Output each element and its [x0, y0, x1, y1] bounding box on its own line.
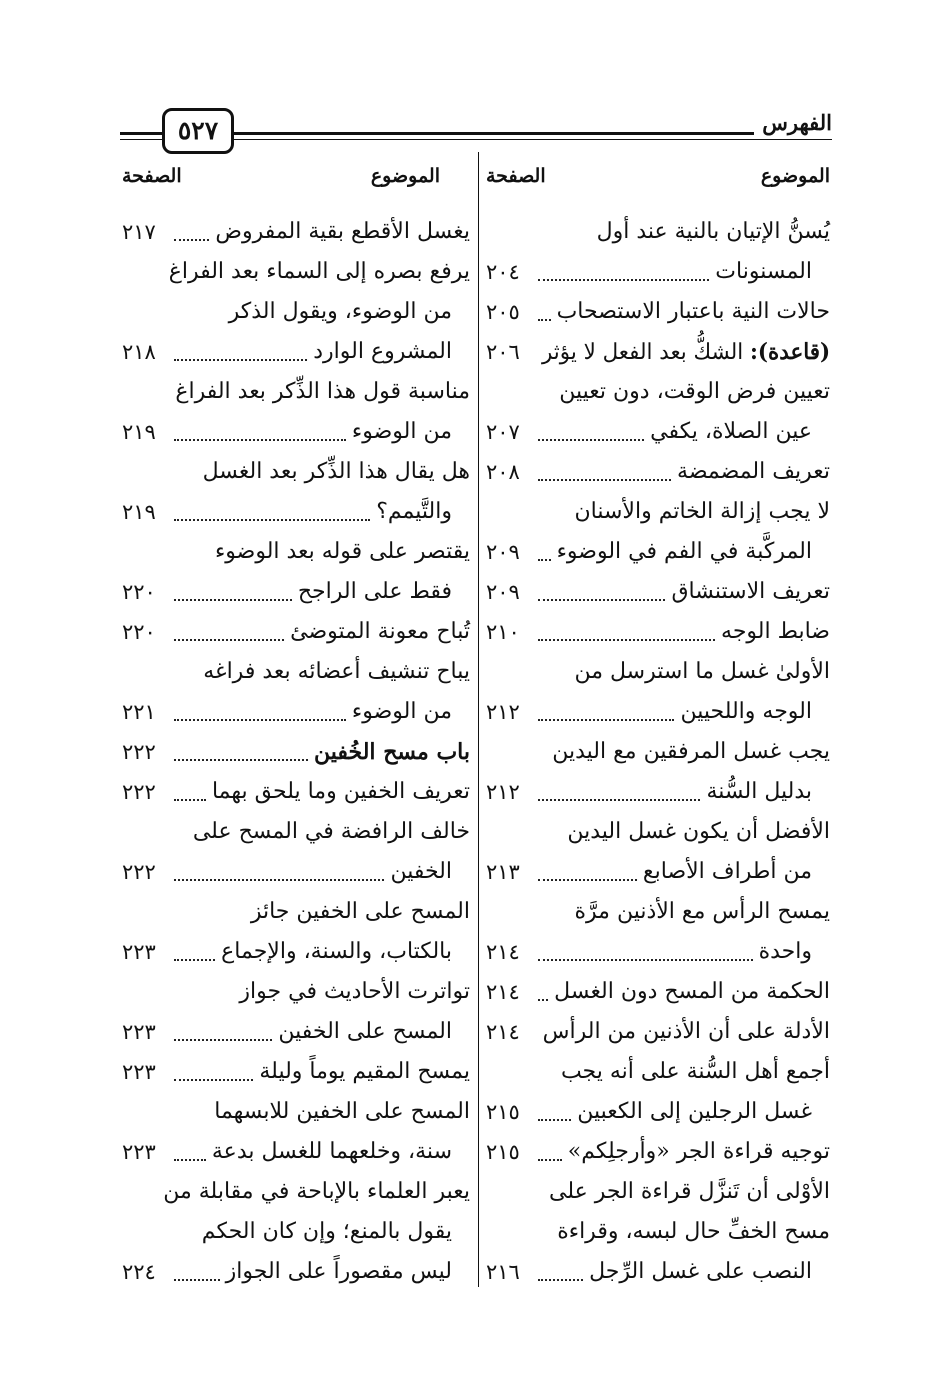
- index-entry: [486, 212, 830, 252]
- entry-topic: المسح على الخفين: [278, 1019, 452, 1044]
- entry-topic: يرفع بصره إلى السماء بعد الفراغ: [168, 259, 470, 284]
- leader-dots: [174, 359, 307, 361]
- entry-topic: مسح الخفِّ حال لبسه، وقراءة: [557, 1219, 830, 1244]
- entry-topic: بدليل السُّنة: [706, 779, 812, 804]
- entry-topic: غسل الرجلين إلى الكعبين: [577, 1099, 812, 1124]
- index-entry: [122, 212, 470, 252]
- entry-topic: الأوْلى أن تَنزَّل قراءة الجر على: [549, 1179, 830, 1204]
- index-entry: [486, 492, 830, 532]
- entry-topic: سنة، وخلعهما للغسل بدعة: [211, 1139, 452, 1164]
- index-entry: [122, 532, 470, 572]
- entry-topic: المسنونات: [715, 259, 812, 284]
- leader-dots: [538, 319, 551, 321]
- leader-dots: [174, 759, 308, 761]
- entry-page-number: ٢١٨: [122, 340, 156, 364]
- entry-topic: يمسح الرأس مع الأذنين مرَّة: [574, 899, 830, 924]
- entry-topic: يُسنُّ الإتيان بالنية عند أول: [596, 219, 830, 244]
- index-entry: [122, 1212, 470, 1252]
- entry-page-number: ٢٢٠: [122, 620, 156, 644]
- index-entry: [122, 812, 470, 852]
- leader-dots: [174, 959, 215, 961]
- page-number: ٥٢٧: [177, 116, 219, 145]
- entry-page-number: ٢١٧: [122, 220, 156, 244]
- leader-dots: [174, 799, 206, 801]
- index-entry: [122, 1052, 470, 1092]
- entry-page-number: ٢٢٣: [122, 1020, 156, 1044]
- entry-topic: يجب غسل المرفقين مع اليدين: [552, 739, 830, 764]
- entry-topic: من الوضوء: [351, 699, 452, 724]
- leader-dots: [538, 439, 644, 441]
- entry-topic: عين الصلاة، يكفي: [650, 419, 812, 444]
- leader-dots: [174, 1159, 206, 1161]
- index-entry: [486, 652, 830, 692]
- leader-dots: [538, 1119, 571, 1121]
- leader-dots: [538, 479, 671, 481]
- entry-topic: من أطراف الأصابع: [642, 859, 812, 884]
- index-entry: [122, 612, 470, 652]
- index-entry: [122, 772, 470, 812]
- leader-dots: [538, 559, 551, 561]
- index-entry: [122, 652, 470, 692]
- entry-page-number: ٢١٩: [122, 420, 156, 444]
- entry-topic: أجمع أهل السُّنة على أنه يجب: [560, 1059, 830, 1084]
- index-entry: [486, 692, 830, 732]
- leader-dots: [538, 639, 715, 641]
- index-entry: [122, 1132, 470, 1172]
- index-entry: [122, 732, 470, 772]
- index-entry: [122, 492, 470, 532]
- entry-page-number: ٢١٥: [486, 1100, 520, 1124]
- entry-topic: المسح على الخفين جائز: [250, 899, 470, 924]
- index-entry: [122, 892, 470, 932]
- entry-page-number: ٢٢٣: [122, 940, 156, 964]
- index-entry: [486, 1212, 830, 1252]
- index-entry: [122, 932, 470, 972]
- index-entry: [486, 532, 830, 572]
- leader-dots: [538, 999, 548, 1001]
- entry-page-number: ٢٢٤: [122, 1260, 156, 1284]
- leader-dots: [538, 599, 665, 601]
- index-entry: [486, 732, 830, 772]
- index-entry: [486, 772, 830, 812]
- index-entry: [486, 1052, 830, 1092]
- index-entry: [122, 252, 470, 292]
- column-divider: [478, 152, 479, 1287]
- left-topic-header: الموضوع: [370, 165, 440, 187]
- leader-dots: [174, 519, 370, 521]
- leader-dots: [174, 1039, 272, 1041]
- entry-topic: يقتصر على قوله بعد الوضوء: [214, 539, 470, 564]
- index-entry: [122, 412, 470, 452]
- index-entry: [486, 372, 830, 412]
- entry-topic: تُباح معونة المتوضئ: [290, 619, 470, 644]
- index-entry: [486, 1132, 830, 1172]
- entry-topic: الأدلة على أن الأذنين من الرأس: [542, 1019, 830, 1044]
- index-entry: [486, 332, 830, 372]
- entry-page-number: ٢٠٩: [486, 580, 520, 604]
- entry-topic: ليس مقصوراً على الجواز: [225, 1259, 452, 1284]
- entry-topic: بالكتاب، والسنة، والإجماع: [221, 939, 452, 964]
- index-entry: [122, 972, 470, 1012]
- leader-dots: [174, 719, 346, 721]
- index-entry: [122, 1172, 470, 1212]
- entry-topic: المسح على الخفين للابسهما: [214, 1099, 470, 1124]
- entry-page-number: ٢٠٥: [486, 300, 520, 324]
- entry-topic: من الوضوء، ويقول الذكر: [228, 299, 452, 324]
- leader-dots: [174, 599, 292, 601]
- entry-page-number: ٢١٦: [486, 1260, 520, 1284]
- index-entry: [122, 692, 470, 732]
- leader-dots: [538, 959, 753, 961]
- index-entry: [122, 1092, 470, 1132]
- left-page-header: الصفحة: [122, 165, 182, 187]
- entry-page-number: ٢١٤: [486, 940, 520, 964]
- index-entry: [486, 1012, 830, 1052]
- leader-dots: [174, 239, 209, 241]
- entry-page-number: ٢١٩: [122, 500, 156, 524]
- leader-dots: [174, 439, 346, 441]
- leader-dots: [538, 1159, 562, 1161]
- index-entry: [122, 1252, 470, 1292]
- entry-page-number: ٢٠٧: [486, 420, 520, 444]
- entry-page-number: ٢١٥: [486, 1140, 520, 1164]
- entry-topic: الأفضل أن يكون غسل اليدين: [567, 819, 830, 844]
- entry-topic: يمسح المقيم يوماً وليلة: [259, 1059, 470, 1084]
- index-entry: [486, 252, 830, 292]
- entry-page-number: ٢٢٣: [122, 1060, 156, 1084]
- index-entry: [486, 932, 830, 972]
- entry-topic: من الوضوء: [351, 419, 452, 444]
- entry-topic: الأولىٰ غسل ما استرسل من: [574, 659, 830, 684]
- entry-topic: تعيين فرض الوقت، دون تعيين: [559, 379, 830, 404]
- entry-topic: الوجه واللحيين: [680, 699, 812, 724]
- entry-topic: النصب على غسل الرِّجل: [589, 1259, 812, 1284]
- entry-topic: حالات النية باعتبار الاستصحاب: [556, 299, 830, 324]
- leader-dots: [174, 1079, 253, 1081]
- entry-page-number: ٢٢٠: [122, 580, 156, 604]
- entry-page-number: ٢١٠: [486, 620, 520, 644]
- entry-page-number: ٢٠٦: [486, 340, 520, 364]
- leader-dots: [174, 879, 384, 881]
- entry-topic: تعريف المضمضة: [677, 459, 830, 484]
- index-entry: [122, 292, 470, 332]
- entry-topic: تعريف الاستنشاق: [671, 579, 830, 604]
- entry-topic: فقط على الراجح: [297, 579, 452, 604]
- entry-page-number: ٢١٢: [486, 700, 520, 724]
- index-entry: [486, 572, 830, 612]
- right-topic-header: الموضوع: [760, 165, 830, 187]
- entry-page-number: ٢١٣: [486, 860, 520, 884]
- index-entry: [486, 1252, 830, 1292]
- entry-topic: هل يقال هذا الذِّكر بعد الغسل: [202, 459, 470, 484]
- entry-topic: المركَّبة في الفم في الوضوء: [556, 539, 812, 564]
- entry-page-number: ٢٠٩: [486, 540, 520, 564]
- leader-dots: [538, 719, 674, 721]
- left-index-column: [122, 212, 470, 1292]
- entry-page-number: ٢٠٨: [486, 460, 520, 484]
- entry-topic: الخفين: [390, 859, 452, 884]
- page-header: [120, 108, 832, 152]
- entry-topic: المشروع الوارد: [313, 339, 452, 364]
- entry-page-number: ٢٢٢: [122, 780, 156, 804]
- index-entry: [122, 372, 470, 412]
- index-entry: [486, 1172, 830, 1212]
- leader-dots: [174, 639, 284, 641]
- index-entry: [486, 972, 830, 1012]
- entry-topic: يقول بالمنع؛ وإن كان الحكم: [201, 1219, 452, 1244]
- entry-topic: لا يجب إزالة الخاتم والأسنان: [574, 499, 830, 524]
- index-entry: [122, 1012, 470, 1052]
- right-index-column: [486, 212, 830, 1292]
- entry-page-number: ٢٢٢: [122, 860, 156, 884]
- entry-topic: تواترت الأحاديث في جواز: [239, 979, 470, 1004]
- index-entry: [486, 452, 830, 492]
- entry-page-number: ٢٢١: [122, 700, 156, 724]
- leader-dots: [538, 279, 709, 281]
- entry-topic: توجيه قراءة الجر «وأرجلِكم»: [567, 1139, 830, 1164]
- entry-topic: ضابط الوجه: [721, 619, 830, 644]
- index-entry: [122, 452, 470, 492]
- entry-page-number: ٢٢٣: [122, 1140, 156, 1164]
- entry-topic: (قاعدة): الشكُّ بعد الفعل لا يؤثر: [541, 339, 830, 365]
- index-entry: [122, 332, 470, 372]
- entry-topic: يباح تنشيف أعضائه بعد فراغه: [203, 659, 470, 684]
- entry-page-number: ٢١٤: [486, 980, 520, 1004]
- entry-topic: واحدة: [758, 939, 812, 964]
- index-entry: [486, 612, 830, 652]
- entry-page-number: ٢٠٤: [486, 260, 520, 284]
- entry-topic: خالف الرافضة في المسح على: [192, 819, 470, 844]
- right-page-header: الصفحة: [486, 165, 546, 187]
- index-entry: [486, 1092, 830, 1132]
- entry-topic: تعريف الخفين وما يلحق بهما: [211, 779, 470, 804]
- entry-topic: والتَّيمم؟: [376, 499, 452, 524]
- index-entry: [486, 852, 830, 892]
- leader-dots: [538, 879, 637, 881]
- index-entry: [486, 292, 830, 332]
- entry-topic: يعبر العلماء بالإباحة في مقابلة من: [163, 1179, 470, 1204]
- index-entry: [486, 812, 830, 852]
- leader-dots: [174, 1279, 220, 1281]
- section-title: الفهرس: [754, 110, 832, 135]
- page-number-box: [162, 108, 234, 154]
- entry-page-number: ٢١٢: [486, 780, 520, 804]
- entry-page-number: ٢١٤: [486, 1020, 520, 1044]
- entry-topic: باب مسح الخُفين: [314, 739, 470, 765]
- index-entry: [486, 412, 830, 452]
- entry-topic: يغسل الأقطع بقية المفروض: [215, 219, 470, 244]
- leader-dots: [538, 1279, 583, 1281]
- leader-dots: [538, 799, 700, 801]
- entry-topic: مناسبة قول هذا الذِّكر بعد الفراغ: [175, 379, 470, 404]
- index-entry: [122, 572, 470, 612]
- index-entry: [486, 892, 830, 932]
- entry-page-number: ٢٢٢: [122, 740, 156, 764]
- index-entry: [122, 852, 470, 892]
- entry-topic: الحكمة من المسح دون الغسل: [554, 979, 830, 1004]
